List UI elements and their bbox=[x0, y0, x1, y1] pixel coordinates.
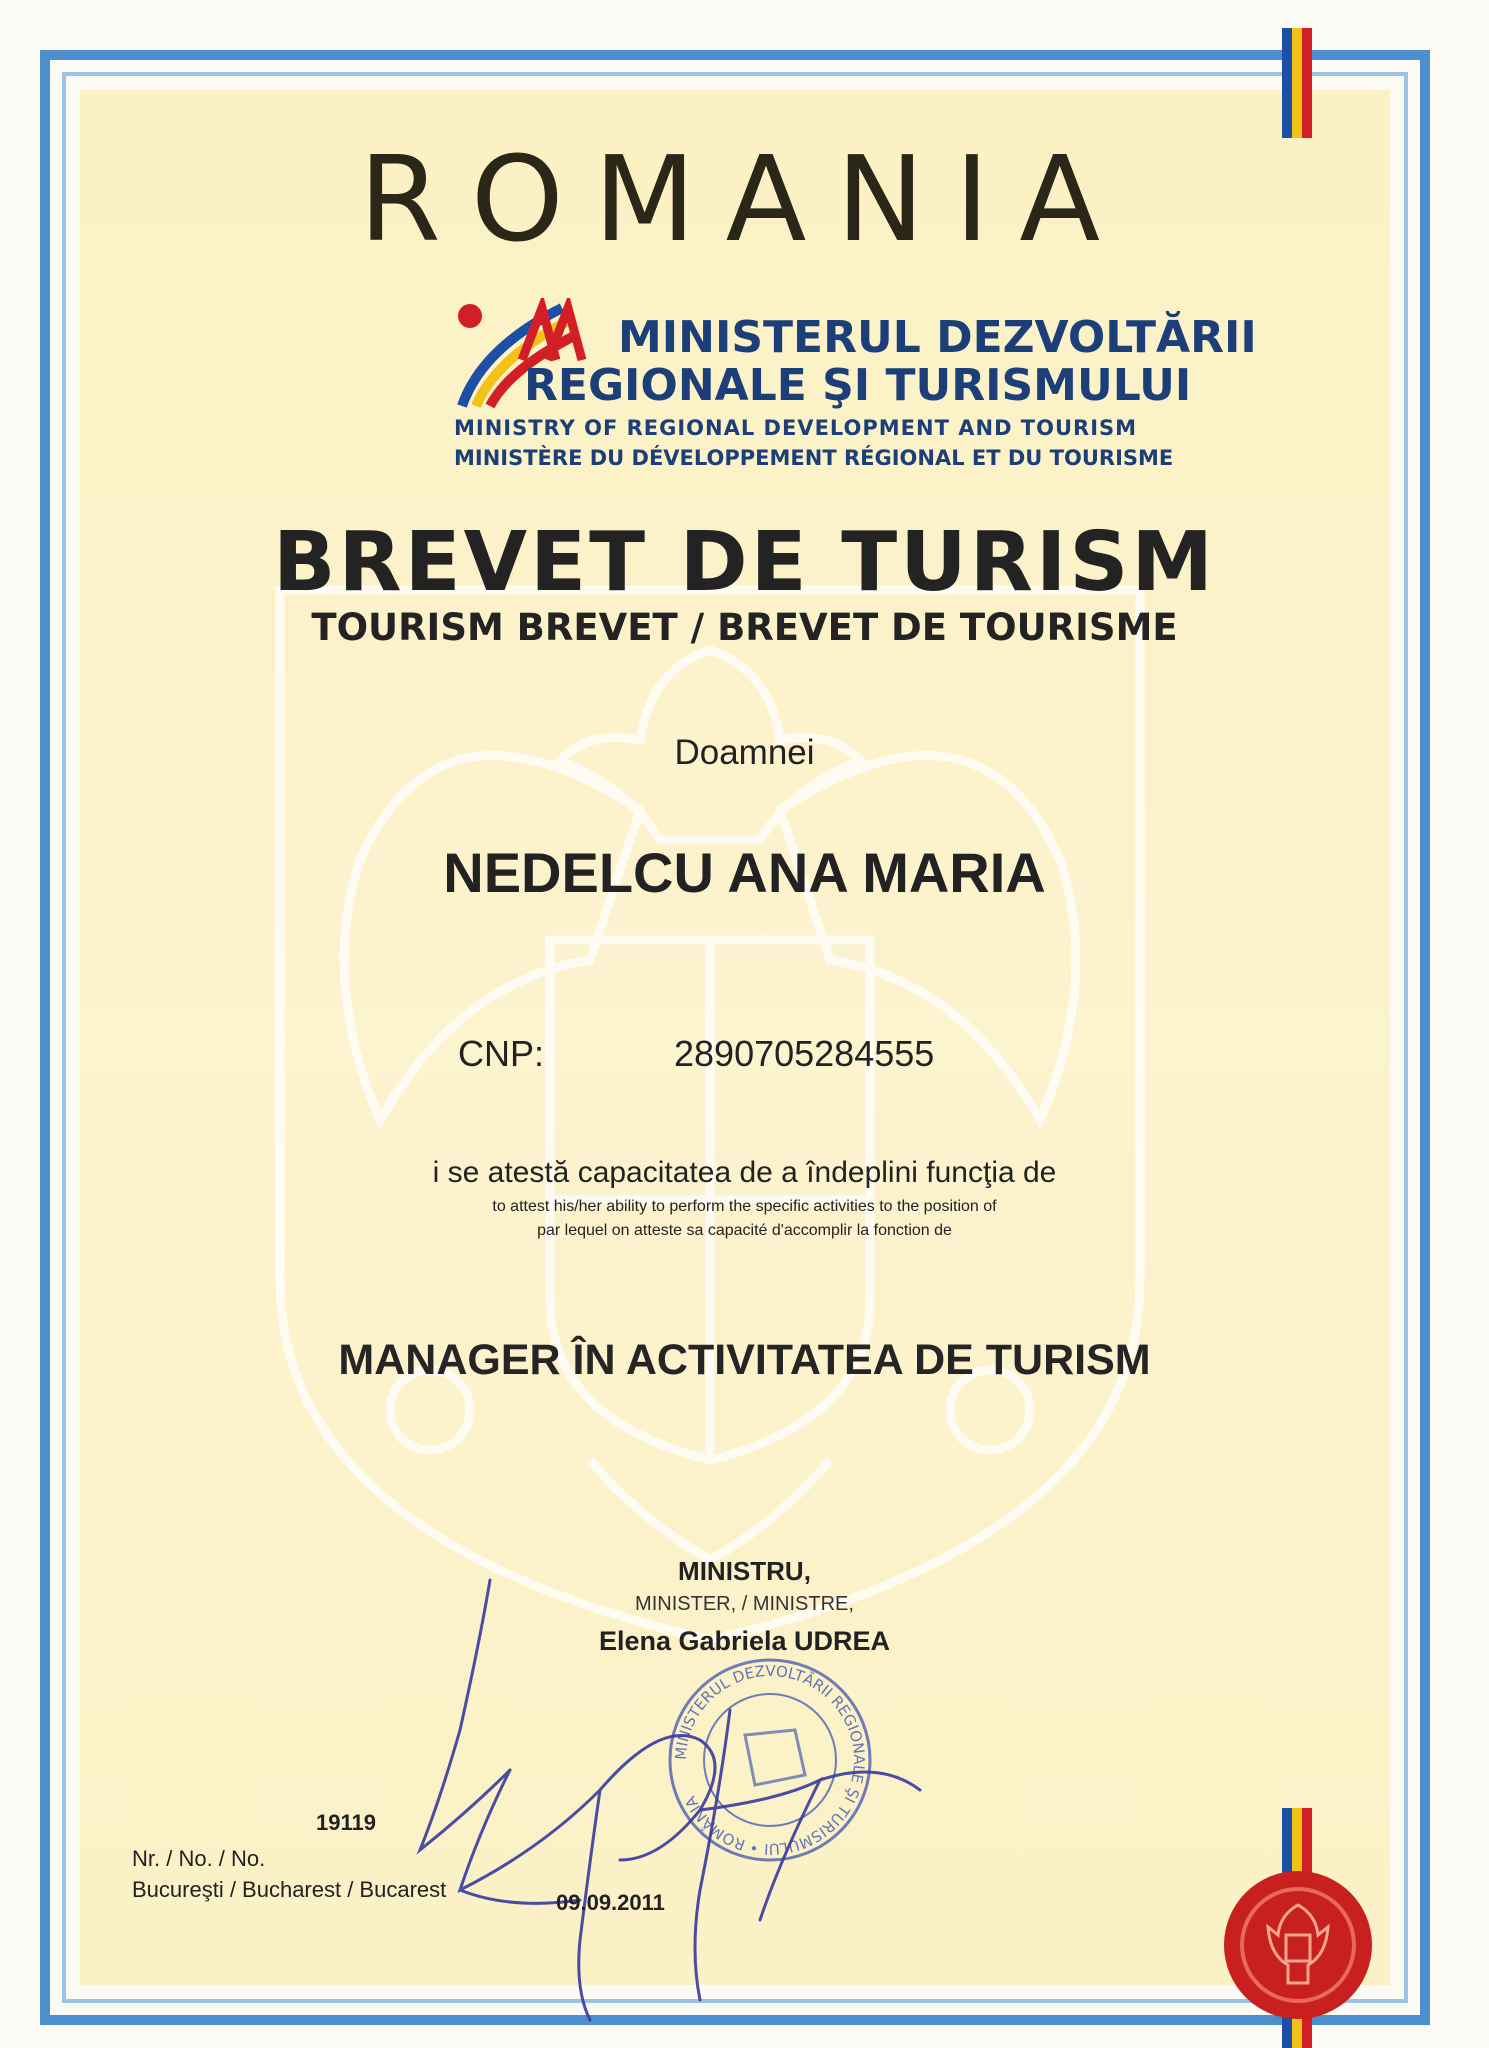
ministry-name-fr: MINISTÈRE DU DÉVELOPPEMENT RÉGIONAL ET DU TOURISME bbox=[454, 446, 1174, 470]
ministry-name-line1: MINISTERUL DEZVOLTĂRII bbox=[618, 312, 1257, 363]
coat-of-arms-watermark bbox=[260, 560, 1160, 1660]
document-subtitle: TOURISM BREVET / BREVET DE TOURISME bbox=[311, 606, 1178, 649]
tricolor-ribbon-top bbox=[1282, 28, 1312, 138]
cnp-label: CNP: bbox=[458, 1033, 545, 1074]
issue-date: 09.09.2011 bbox=[556, 1890, 665, 1915]
registration-number: 19119 bbox=[316, 1810, 376, 1835]
recipient-name: NEDELCU ANA MARIA bbox=[443, 841, 1046, 904]
attestation-ro: i se atestă capacitatea de a îndeplini funcţia de bbox=[432, 1156, 1057, 1189]
attestation-en: to attest his/her ability to perform the specific activities to the position of bbox=[492, 1198, 997, 1215]
document-title: BREVET DE TURISM bbox=[272, 515, 1217, 610]
attestation-fr: par lequel on atteste sa capacité d'accomplir la fonction de bbox=[537, 1222, 952, 1239]
country-title: ROMANIA bbox=[358, 130, 1131, 268]
issue-place: Bucureşti / Bucharest / Bucarest bbox=[132, 1877, 447, 1902]
stamp-text: MINISTERUL DEZVOLTĂRII REGIONALE ŞI TURISMULUI • ROMÂNIA bbox=[671, 1661, 869, 1859]
wax-seal bbox=[1218, 1865, 1378, 2025]
handwritten-signature bbox=[400, 1560, 960, 2030]
salutation: Doamnei bbox=[674, 733, 815, 772]
function-title: MANAGER ÎN ACTIVITATEA DE TURISM bbox=[338, 1336, 1151, 1384]
signatory-name: Elena Gabriela UDREA bbox=[598, 1626, 891, 1656]
signatory-title: MINISTRU, bbox=[678, 1556, 811, 1586]
ministry-name-en: MINISTRY OF REGIONAL DEVELOPMENT AND TOURISM bbox=[454, 416, 1138, 440]
cnp-value: 2890705284555 bbox=[674, 1033, 935, 1074]
ministry-name-line2: REGIONALE ŞI TURISMULUI bbox=[524, 360, 1192, 411]
registration-number-label: Nr. / No. / No. bbox=[132, 1846, 266, 1871]
signatory-subtitle: MINISTER, / MINISTRE, bbox=[635, 1593, 854, 1615]
